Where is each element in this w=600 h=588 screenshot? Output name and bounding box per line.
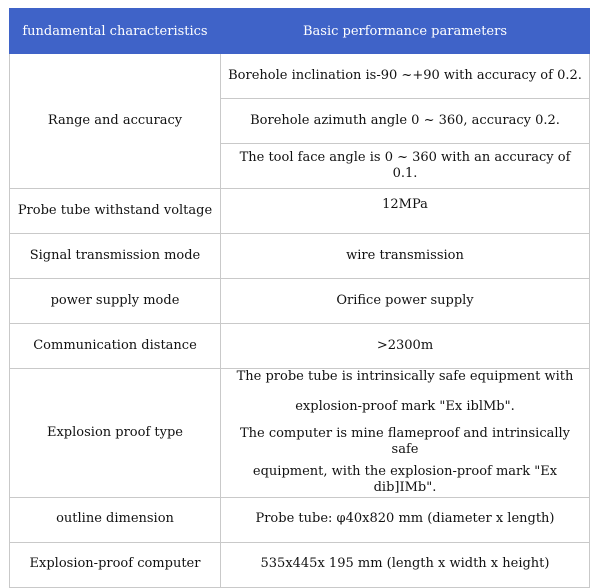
range-toolface: The tool face angle is 0 ~ 360 with an accuracy of 0.1.	[221, 144, 590, 189]
explosion-line: The probe tube is intrinsically safe equipment with	[236, 369, 574, 384]
distance-value: >2300m	[221, 324, 590, 369]
range-azimuth: Borehole azimuth angle 0 ~ 360, accuracy 0.2.	[221, 99, 590, 144]
explosion-label: Explosion proof type	[10, 369, 221, 498]
computer-value: 535x445x 195 mm (length x width x height)	[221, 542, 590, 587]
voltage-label: Probe tube withstand voltage	[10, 189, 221, 234]
header-characteristics: fundamental characteristics	[10, 9, 221, 54]
table-row	[10, 234, 590, 279]
signal-label: Signal transmission mode	[10, 234, 221, 279]
explosion-line: The computer is mine flameproof and intrinsically safe	[239, 425, 571, 457]
signal-value: wire transmission	[221, 234, 590, 279]
table-row	[10, 279, 590, 324]
computer-label: Explosion-proof computer	[10, 542, 221, 587]
table-row	[10, 542, 590, 587]
header-row	[10, 9, 590, 54]
range-inclination: Borehole inclination is-90 ~+90 with accuracy of 0.2.	[221, 54, 590, 99]
table-row	[10, 324, 590, 369]
explosion-line: explosion-proof mark "Ex iblMb".	[295, 399, 515, 415]
voltage-value: 12MPa	[221, 189, 590, 234]
table-row	[10, 189, 590, 234]
range-label: Range and accuracy	[10, 54, 221, 189]
power-label: power supply mode	[10, 279, 221, 324]
outline-label: outline dimension	[10, 497, 221, 542]
spec-table	[9, 8, 590, 588]
header-parameters: Basic performance parameters	[221, 9, 590, 54]
table-row	[10, 497, 590, 542]
distance-label: Communication distance	[10, 324, 221, 369]
outline-value: Probe tube: φ40x820 mm (diameter x length)	[221, 497, 590, 542]
table-row	[10, 54, 590, 99]
spec-table-container	[9, 8, 589, 588]
explosion-value	[221, 369, 590, 498]
explosion-line: equipment, with the explosion-proof mark "Ex dib]IMb".	[252, 464, 558, 496]
table-row	[10, 369, 590, 498]
power-value: Orifice power supply	[221, 279, 590, 324]
